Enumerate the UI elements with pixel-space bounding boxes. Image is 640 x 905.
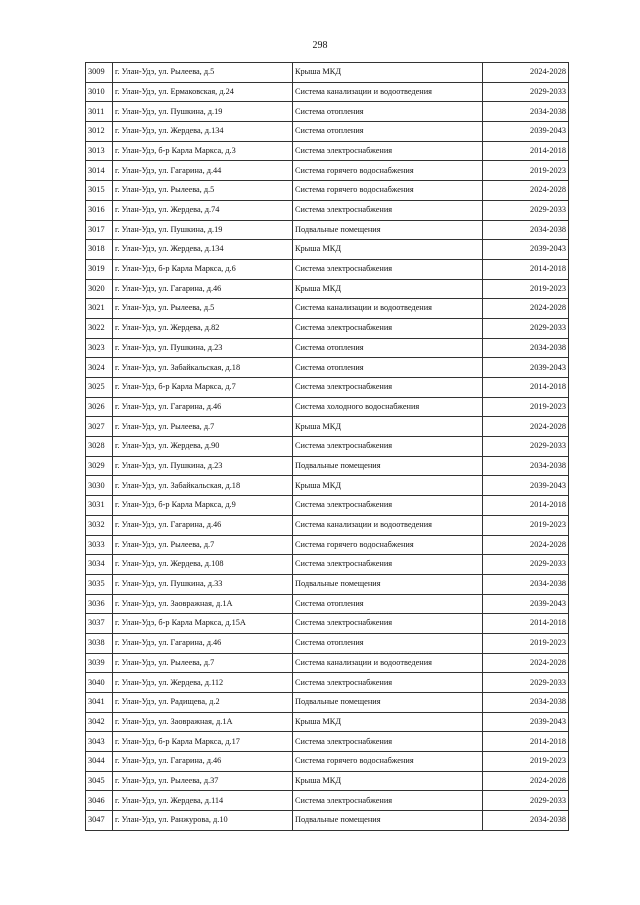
table-row	[86, 476, 569, 496]
row-system: Система электроснабжения	[293, 259, 483, 279]
row-number: 3023	[86, 338, 113, 358]
row-address: г. Улан-Удэ, ул. Жердева, д.74	[113, 200, 293, 220]
row-number: 3011	[86, 102, 113, 122]
row-address: г. Улан-Удэ, б-р Карла Маркса, д.7	[113, 378, 293, 398]
row-system: Подвальные помещения	[293, 574, 483, 594]
row-number: 3018	[86, 240, 113, 260]
row-period: 2019-2023	[483, 633, 569, 653]
row-number: 3026	[86, 397, 113, 417]
row-address: г. Улан-Удэ, ул. Забайкальская, д.18	[113, 358, 293, 378]
row-period: 2029-2033	[483, 82, 569, 102]
row-system: Система электроснабжения	[293, 141, 483, 161]
row-address: г. Улан-Удэ, ул. Жердева, д.82	[113, 318, 293, 338]
row-system: Система канализации и водоотведения	[293, 299, 483, 319]
table-row	[86, 771, 569, 791]
row-address: г. Улан-Удэ, ул. Гагарина, д.46	[113, 279, 293, 299]
row-address: г. Улан-Удэ, ул. Рылеева, д.7	[113, 535, 293, 555]
row-address: г. Улан-Удэ, ул. Пушкина, д.19	[113, 102, 293, 122]
row-address: г. Улан-Удэ, ул. Рылеева, д.7	[113, 417, 293, 437]
table-row	[86, 358, 569, 378]
row-system: Система электроснабжения	[293, 673, 483, 693]
row-address: г. Улан-Удэ, ул. Гагарина, д.46	[113, 397, 293, 417]
row-address: г. Улан-Удэ, ул. Ермаковская, д.24	[113, 82, 293, 102]
row-period: 2019-2023	[483, 279, 569, 299]
row-number: 3043	[86, 732, 113, 752]
table-row	[86, 161, 569, 181]
row-period: 2029-2033	[483, 200, 569, 220]
row-number: 3041	[86, 693, 113, 713]
table-row	[86, 338, 569, 358]
row-period: 2029-2033	[483, 791, 569, 811]
row-address: г. Улан-Удэ, б-р Карла Маркса, д.15А	[113, 614, 293, 634]
table-row	[86, 594, 569, 614]
table-row	[86, 653, 569, 673]
row-address: г. Улан-Удэ, ул. Жердева, д.90	[113, 437, 293, 457]
row-number: 3036	[86, 594, 113, 614]
row-number: 3012	[86, 122, 113, 142]
table-row	[86, 515, 569, 535]
table-row	[86, 811, 569, 831]
row-number: 3035	[86, 574, 113, 594]
row-address: г. Улан-Удэ, б-р Карла Маркса, д.3	[113, 141, 293, 161]
table-row	[86, 240, 569, 260]
row-address: г. Улан-Удэ, ул. Пушкина, д.33	[113, 574, 293, 594]
table-row	[86, 279, 569, 299]
row-system: Система горячего водоснабжения	[293, 181, 483, 201]
row-period: 2019-2023	[483, 515, 569, 535]
row-system: Подвальные помещения	[293, 220, 483, 240]
table-row	[86, 378, 569, 398]
table-row	[86, 141, 569, 161]
row-number: 3042	[86, 712, 113, 732]
table-row	[86, 417, 569, 437]
row-number: 3038	[86, 633, 113, 653]
row-number: 3046	[86, 791, 113, 811]
row-period: 2029-2033	[483, 555, 569, 575]
row-address: г. Улан-Удэ, ул. Заовражная, д.1А	[113, 594, 293, 614]
row-period: 2029-2033	[483, 318, 569, 338]
row-system: Система отопления	[293, 338, 483, 358]
row-number: 3045	[86, 771, 113, 791]
row-period: 2014-2018	[483, 496, 569, 516]
page-number: 298	[312, 40, 328, 51]
row-system: Система отопления	[293, 102, 483, 122]
row-system: Система отопления	[293, 122, 483, 142]
row-number: 3015	[86, 181, 113, 201]
row-number: 3010	[86, 82, 113, 102]
row-system: Система электроснабжения	[293, 318, 483, 338]
row-number: 3037	[86, 614, 113, 634]
table-row	[86, 614, 569, 634]
row-system: Система электроснабжения	[293, 200, 483, 220]
row-period: 2039-2043	[483, 476, 569, 496]
row-system: Система отопления	[293, 358, 483, 378]
table-row	[86, 299, 569, 319]
row-number: 3020	[86, 279, 113, 299]
row-address: г. Улан-Удэ, б-р Карла Маркса, д.6	[113, 259, 293, 279]
row-address: г. Улан-Удэ, ул. Рылеева, д.5	[113, 181, 293, 201]
row-period: 2034-2038	[483, 338, 569, 358]
row-period: 2014-2018	[483, 732, 569, 752]
row-system: Система канализации и водоотведения	[293, 82, 483, 102]
row-system: Система отопления	[293, 594, 483, 614]
row-address: г. Улан-Удэ, ул. Рылеева, д.5	[113, 299, 293, 319]
row-period: 2019-2023	[483, 397, 569, 417]
row-number: 3027	[86, 417, 113, 437]
row-system: Система канализации и водоотведения	[293, 653, 483, 673]
row-period: 2024-2028	[483, 63, 569, 83]
row-number: 3019	[86, 259, 113, 279]
row-address: г. Улан-Удэ, ул. Рылеева, д.7	[113, 653, 293, 673]
row-number: 3032	[86, 515, 113, 535]
row-number: 3029	[86, 456, 113, 476]
table-row	[86, 673, 569, 693]
row-period: 2034-2038	[483, 456, 569, 476]
table-row	[86, 82, 569, 102]
row-system: Система горячего водоснабжения	[293, 535, 483, 555]
table-row	[86, 693, 569, 713]
row-number: 3034	[86, 555, 113, 575]
row-system: Система электроснабжения	[293, 791, 483, 811]
row-address: г. Улан-Удэ, ул. Жердева, д.112	[113, 673, 293, 693]
repair-schedule-table	[85, 62, 569, 831]
row-period: 2019-2023	[483, 161, 569, 181]
row-address: г. Улан-Удэ, б-р Карла Маркса, д.17	[113, 732, 293, 752]
row-address: г. Улан-Удэ, ул. Жердева, д.134	[113, 122, 293, 142]
table-row	[86, 791, 569, 811]
row-period: 2039-2043	[483, 122, 569, 142]
row-address: г. Улан-Удэ, ул. Пушкина, д.23	[113, 338, 293, 358]
table-row	[86, 220, 569, 240]
row-system: Система электроснабжения	[293, 378, 483, 398]
row-period: 2039-2043	[483, 712, 569, 732]
row-address: г. Улан-Удэ, ул. Забайкальская, д.18	[113, 476, 293, 496]
row-period: 2014-2018	[483, 259, 569, 279]
row-system: Крыша МКД	[293, 240, 483, 260]
table-row	[86, 200, 569, 220]
table-row	[86, 555, 569, 575]
row-address: г. Улан-Удэ, ул. Гагарина, д.46	[113, 633, 293, 653]
row-number: 3031	[86, 496, 113, 516]
row-number: 3021	[86, 299, 113, 319]
row-period: 2024-2028	[483, 299, 569, 319]
row-system: Система электроснабжения	[293, 732, 483, 752]
row-system: Подвальные помещения	[293, 811, 483, 831]
row-address: г. Улан-Удэ, ул. Ранжурова, д.10	[113, 811, 293, 831]
row-system: Система электроснабжения	[293, 555, 483, 575]
row-system: Система отопления	[293, 633, 483, 653]
row-period: 2034-2038	[483, 574, 569, 594]
table-row	[86, 397, 569, 417]
row-number: 3017	[86, 220, 113, 240]
row-period: 2024-2028	[483, 771, 569, 791]
row-number: 3033	[86, 535, 113, 555]
row-number: 3047	[86, 811, 113, 831]
table-row	[86, 752, 569, 772]
row-system: Крыша МКД	[293, 279, 483, 299]
row-period: 2034-2038	[483, 811, 569, 831]
table-row	[86, 535, 569, 555]
table-row	[86, 712, 569, 732]
row-system: Система электроснабжения	[293, 614, 483, 634]
row-address: г. Улан-Удэ, ул. Рылеева, д.5	[113, 63, 293, 83]
table-row	[86, 63, 569, 83]
row-period: 2014-2018	[483, 614, 569, 634]
row-address: г. Улан-Удэ, ул. Пушкина, д.23	[113, 456, 293, 476]
row-system: Система электроснабжения	[293, 496, 483, 516]
row-number: 3040	[86, 673, 113, 693]
row-system: Подвальные помещения	[293, 693, 483, 713]
table-row	[86, 574, 569, 594]
table-row	[86, 732, 569, 752]
row-system: Крыша МКД	[293, 417, 483, 437]
row-system: Система холодного водоснабжения	[293, 397, 483, 417]
row-number: 3014	[86, 161, 113, 181]
row-address: г. Улан-Удэ, ул. Гагарина, д.46	[113, 515, 293, 535]
row-period: 2029-2033	[483, 437, 569, 457]
row-system: Крыша МКД	[293, 771, 483, 791]
table-row	[86, 437, 569, 457]
row-number: 3016	[86, 200, 113, 220]
table-row	[86, 181, 569, 201]
row-period: 2039-2043	[483, 594, 569, 614]
row-number: 3039	[86, 653, 113, 673]
row-address: г. Улан-Удэ, ул. Заовражная, д.1А	[113, 712, 293, 732]
table-row	[86, 633, 569, 653]
row-period: 2039-2043	[483, 358, 569, 378]
row-period: 2014-2018	[483, 141, 569, 161]
row-system: Крыша МКД	[293, 476, 483, 496]
row-period: 2019-2023	[483, 752, 569, 772]
row-period: 2034-2038	[483, 693, 569, 713]
row-address: г. Улан-Удэ, ул. Жердева, д.114	[113, 791, 293, 811]
table-row	[86, 318, 569, 338]
row-number: 3030	[86, 476, 113, 496]
row-address: г. Улан-Удэ, ул. Рылеева, д.37	[113, 771, 293, 791]
row-system: Подвальные помещения	[293, 456, 483, 476]
row-period: 2034-2038	[483, 220, 569, 240]
row-number: 3028	[86, 437, 113, 457]
row-period: 2029-2033	[483, 673, 569, 693]
row-system: Система электроснабжения	[293, 437, 483, 457]
row-address: г. Улан-Удэ, ул. Гагарина, д.44	[113, 161, 293, 181]
table-row	[86, 122, 569, 142]
row-system: Система горячего водоснабжения	[293, 752, 483, 772]
row-address: г. Улан-Удэ, ул. Гагарина, д.46	[113, 752, 293, 772]
row-number: 3025	[86, 378, 113, 398]
row-system: Система горячего водоснабжения	[293, 161, 483, 181]
row-period: 2034-2038	[483, 102, 569, 122]
table-row	[86, 259, 569, 279]
table-row	[86, 496, 569, 516]
row-period: 2039-2043	[483, 240, 569, 260]
row-address: г. Улан-Удэ, ул. Жердева, д.134	[113, 240, 293, 260]
row-number: 3013	[86, 141, 113, 161]
row-address: г. Улан-Удэ, ул. Жердева, д.108	[113, 555, 293, 575]
row-address: г. Улан-Удэ, б-р Карла Маркса, д.9	[113, 496, 293, 516]
row-number: 3009	[86, 63, 113, 83]
row-system: Крыша МКД	[293, 63, 483, 83]
row-address: г. Улан-Удэ, ул. Радищева, д.2	[113, 693, 293, 713]
row-system: Система канализации и водоотведения	[293, 515, 483, 535]
table-row	[86, 102, 569, 122]
row-period: 2024-2028	[483, 653, 569, 673]
row-period: 2024-2028	[483, 417, 569, 437]
row-address: г. Улан-Удэ, ул. Пушкина, д.19	[113, 220, 293, 240]
row-number: 3024	[86, 358, 113, 378]
row-period: 2014-2018	[483, 378, 569, 398]
table-row	[86, 456, 569, 476]
row-number: 3044	[86, 752, 113, 772]
row-period: 2024-2028	[483, 181, 569, 201]
row-number: 3022	[86, 318, 113, 338]
table-body	[86, 63, 569, 831]
row-period: 2024-2028	[483, 535, 569, 555]
row-system: Крыша МКД	[293, 712, 483, 732]
